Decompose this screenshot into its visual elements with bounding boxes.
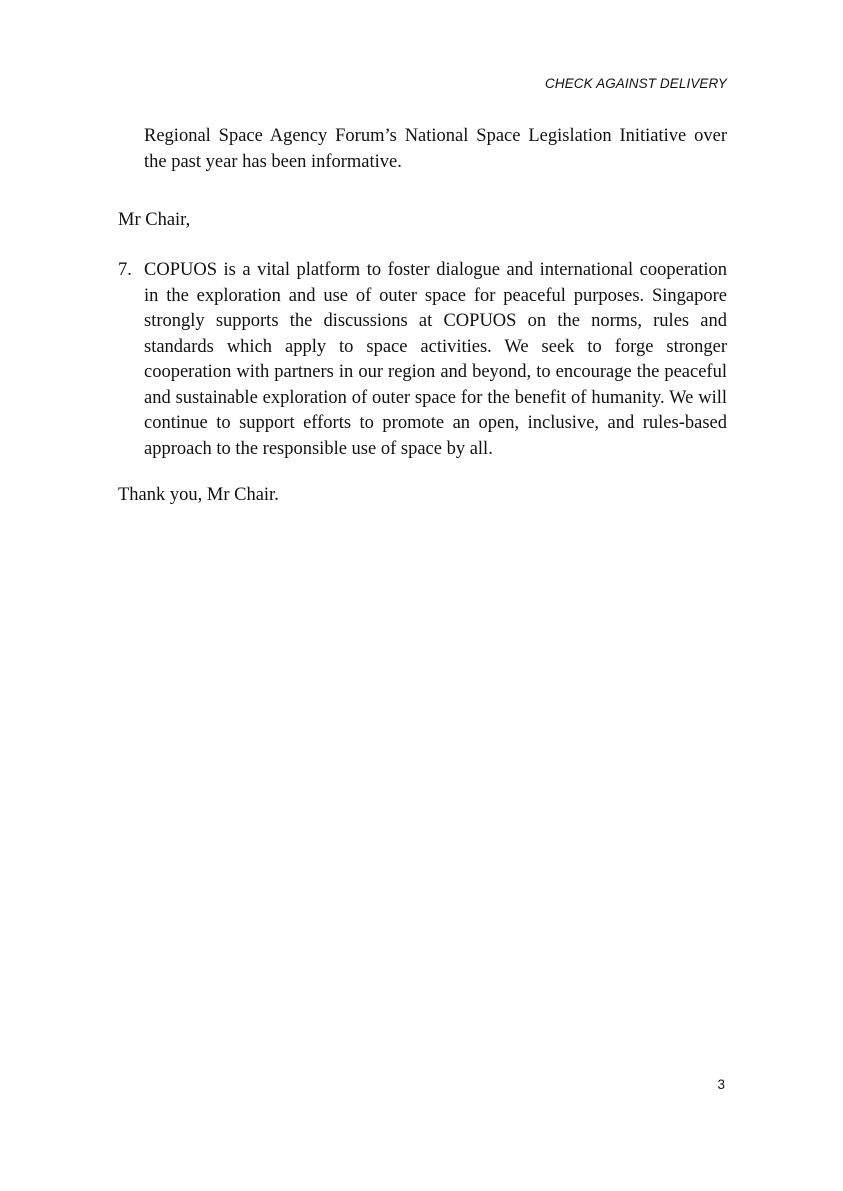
- paragraph-number: 7.: [118, 260, 132, 280]
- check-against-delivery-header: CHECK AGAINST DELIVERY: [545, 76, 727, 91]
- continued-paragraph: Regional Space Agency Forum’s National Space Legislation Initiative over the past year has been informative.: [144, 126, 727, 172]
- paragraph-text: COPUOS is a vital platform to foster dialogue and international cooperation in the exploration and use of outer space for peaceful purposes. Singapore strongly supports the discussions at COPUOS on the norms, rules and standards which apply to space activities. We seek to forge stronger cooperation with partners in our region and beyond, to encourage the peaceful and sustainable exploration of outer space for the benefit of humanity. We will continue to support efforts to promote an open, inclusive, and rules-based approach to the responsible use of space by all.: [144, 260, 727, 459]
- numbered-paragraph-7: [118, 258, 727, 462]
- closing-remark: Thank you, Mr Chair.: [118, 485, 279, 505]
- salutation: Mr Chair,: [118, 210, 191, 230]
- page-number: 3: [717, 1077, 725, 1092]
